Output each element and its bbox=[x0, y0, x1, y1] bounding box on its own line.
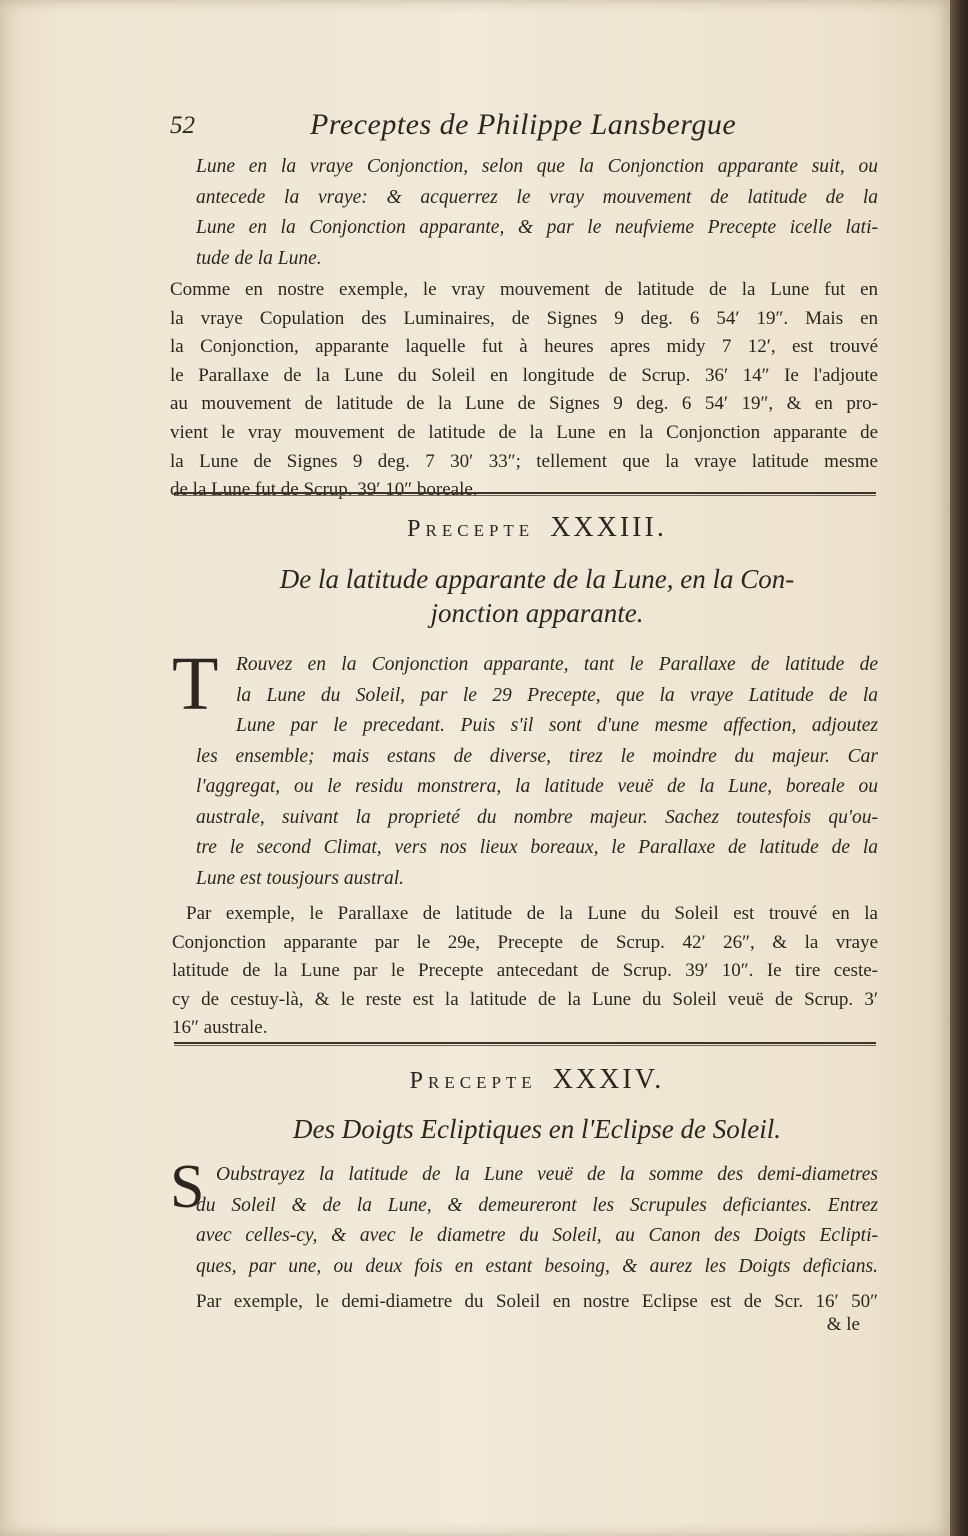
text-line: tre le second Climat, vers nos lieux boreaux, le Parallaxe de latitude de la bbox=[196, 837, 878, 858]
page-number: 52 bbox=[170, 112, 195, 139]
precept-heading-numeral: XXXIII. bbox=[550, 512, 667, 543]
text-line: de la Lune fut de Scrup. 39′ 10″ boreale. bbox=[170, 479, 478, 501]
text-line: ques, par une, ou deux fois en estant besoing, & aurez les Doigts deficians. bbox=[196, 1255, 878, 1277]
precept-heading-34 bbox=[196, 1064, 878, 1096]
page-header bbox=[170, 108, 870, 148]
drop-cap: S bbox=[170, 1153, 205, 1221]
example-paragraph-1 bbox=[170, 276, 878, 505]
text-line: la Conjonction, apparante laquelle fut à heures apres midy 7 12′, est trouvé bbox=[170, 336, 878, 358]
text-line: l'aggregat, ou le residu monstrera, la latitude veuë de la Lune, boreale ou bbox=[196, 776, 878, 797]
precept-heading-numeral: XXXIV. bbox=[552, 1064, 665, 1095]
example-paragraph-2 bbox=[172, 900, 878, 1043]
text-line: Oubstrayez la latitude de la Lune veuë de la somme des demi-diametres bbox=[216, 1164, 878, 1185]
text-line: Lune par le precedant. Puis s'il sont d'une mesme affection, adjoutez bbox=[236, 715, 878, 736]
text-line: Lune est tousjours austral. bbox=[196, 867, 405, 889]
text-line: avec celles-cy, & avec le diametre du Soleil, au Canon des Doigts Eclipti- bbox=[196, 1225, 878, 1246]
catchword: & le bbox=[826, 1314, 860, 1335]
subtitle-line: De la latitude apparante de la Lune, en la Con- bbox=[279, 564, 795, 594]
precept-subtitle-33 bbox=[196, 562, 878, 630]
text-line: antecede la vraye: & acquerrez le vray mouvement de latitude de la bbox=[196, 186, 878, 208]
example-paragraph-3 bbox=[196, 1288, 878, 1317]
text-line: australe, suivant la proprieté du nombre majeur. Sachez toutesfois qu'ou- bbox=[196, 806, 878, 828]
text-line: Lune en la vraye Conjonction, selon que la Conjonction apparante suit, ou bbox=[196, 156, 878, 177]
text-line: les ensemble; mais estans de diverse, tirez le moindre du majeur. Car bbox=[196, 745, 878, 767]
text-line: le Parallaxe de la Lune du Soleil en longitude de Scrup. 36′ 14″ Ie l'adjoute bbox=[170, 364, 878, 386]
precept-subtitle-34 bbox=[196, 1112, 878, 1146]
precept-text-continued bbox=[196, 152, 878, 274]
text-line: cy de cestuy-là, & le reste est la latitude de la Lune du Soleil veuë de Scrup. 3′ bbox=[172, 988, 878, 1010]
precept-heading-33 bbox=[196, 512, 878, 544]
text-line: Rouvez en la Conjonction apparante, tant le Parallaxe de latitude de bbox=[236, 654, 878, 675]
text-line: vient le vray mouvement de latitude de la Lune en la Conjonction apparante de bbox=[170, 421, 878, 443]
text-line: Par exemple, le Parallaxe de latitude de la Lune du Soleil est trouvé en la bbox=[186, 903, 878, 924]
text-line: Conjonction apparante par le 29e, Precepte de Scrup. 42′ 26″, & la vraye bbox=[172, 931, 878, 953]
text-line: Comme en nostre exemple, le vray mouvement de latitude de la Lune fut en bbox=[170, 279, 878, 300]
precept-text-34 bbox=[196, 1160, 878, 1282]
text-line: la vraye Copulation des Luminaires, de Signes 9 deg. 6 54′ 19″. Mais en bbox=[170, 307, 878, 329]
precept-text-33 bbox=[196, 650, 878, 894]
text-line: Lune en la Conjonction apparante, & par le neufvieme Precepte icelle lati- bbox=[196, 217, 878, 238]
running-title: Preceptes de Philippe Lansbergue bbox=[310, 108, 737, 141]
precept-heading-word: Precepte bbox=[409, 1068, 537, 1094]
text-line: latitude de la Lune par le Precepte antecedant de Scrup. 39′ 10″. Ie tire ceste- bbox=[172, 960, 878, 982]
drop-cap: T bbox=[172, 642, 219, 726]
text-line: la Lune de Signes 9 deg. 7 30′ 33″; tellement que la vraye latitude mesme bbox=[170, 450, 878, 472]
section-divider bbox=[174, 1042, 876, 1046]
text-line: la Lune du Soleil, par le 29 Precepte, que la vraye Latitude de la bbox=[236, 684, 878, 706]
text-line: 16″ australe. bbox=[172, 1017, 268, 1039]
text-line: tude de la Lune. bbox=[196, 247, 322, 269]
text-line: au mouvement de latitude de la Lune de Signes 9 deg. 6 54′ 19″, & en pro- bbox=[170, 393, 878, 415]
subtitle-line: Des Doigts Ecliptiques en l'Eclipse de Soleil. bbox=[293, 1114, 781, 1144]
text-line: Par exemple, le demi-diametre du Soleil en nostre Eclipse est de Scr. 16′ 50″ bbox=[196, 1291, 878, 1312]
section-divider bbox=[174, 492, 876, 496]
subtitle-line: jonction apparante. bbox=[430, 598, 644, 628]
book-fore-edge bbox=[950, 0, 968, 1536]
text-line: du Soleil & de la Lune, & demeureront les Scrupules deficiantes. Entrez bbox=[196, 1194, 878, 1216]
precept-heading-word: Precepte bbox=[407, 516, 535, 542]
